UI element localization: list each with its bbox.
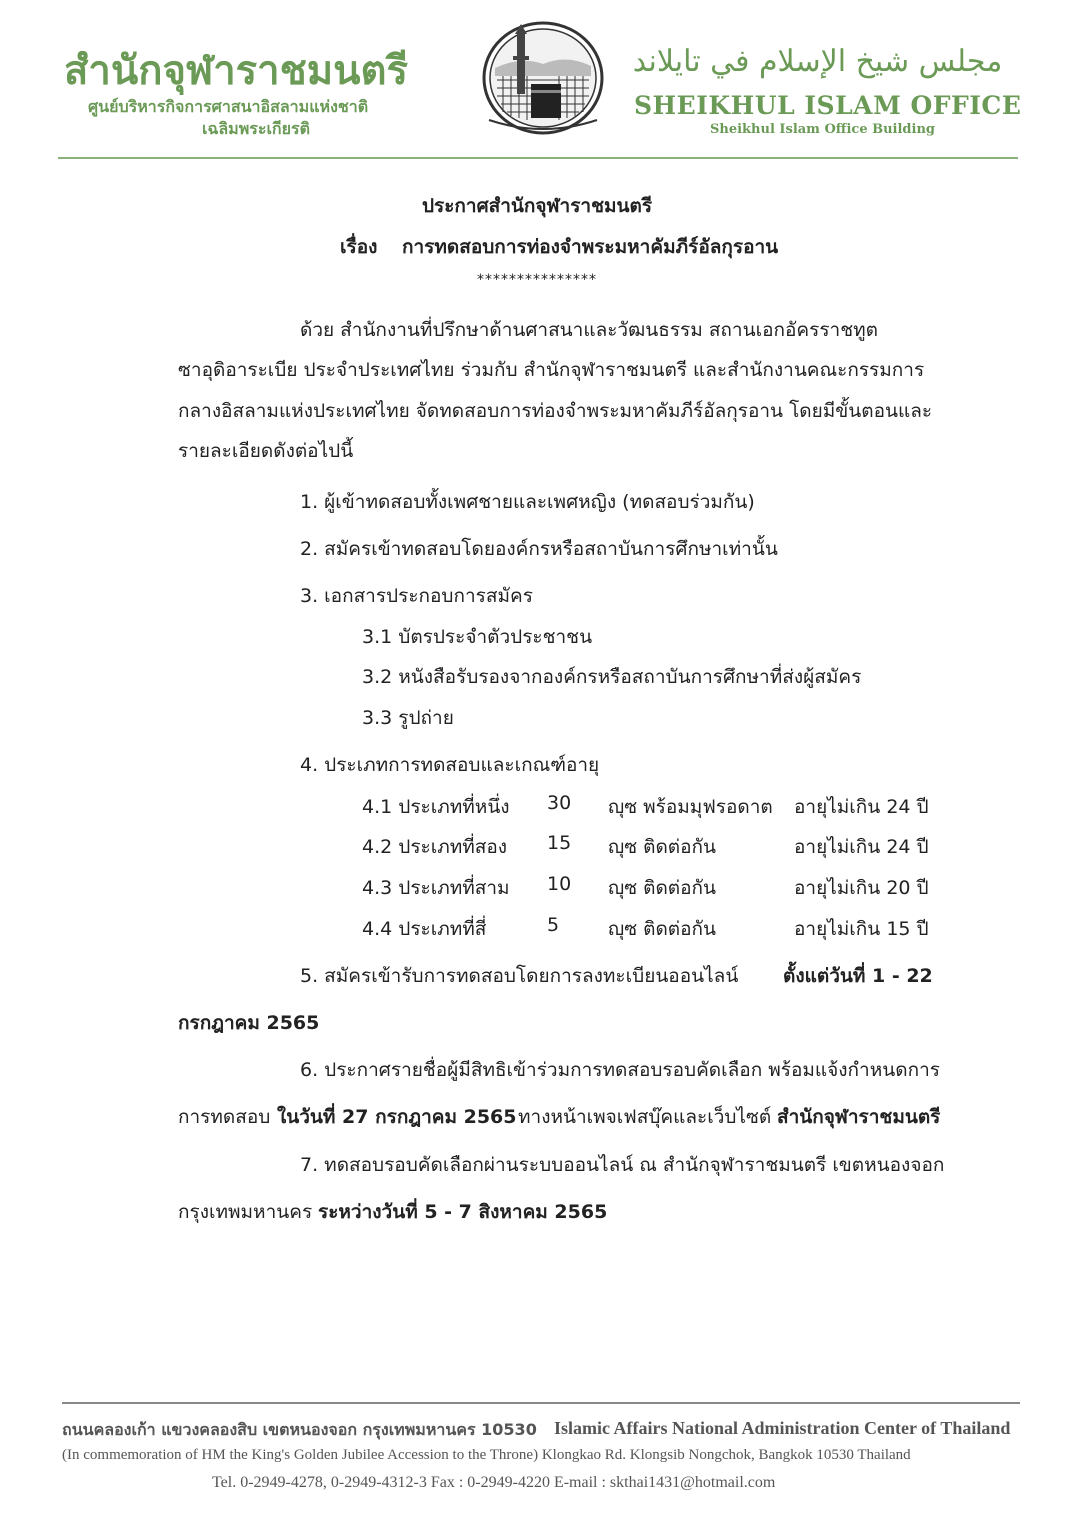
subject-label: เรื่อง: [340, 236, 378, 258]
subject-text: การทดสอบการท่องจำพระมหาคัมภีร์อัลกุรอาน: [402, 236, 779, 258]
footer-divider: [62, 1402, 1020, 1404]
category-age: อายุไม่เกิน 24 ปี: [794, 836, 929, 858]
category-age: อายุไม่เกิน 20 ปี: [794, 877, 929, 899]
category-description: ญุซ พร้อมมุฟรอดาต: [608, 796, 773, 818]
item-3: 3. เอกสารประกอบการสมัคร: [300, 585, 533, 607]
thai-subtitle-line1: ศูนย์บริหารกิจการศาสนาอิสลามแห่งชาติ: [88, 97, 369, 116]
header-divider: [58, 157, 1018, 159]
item-3-2: 3.2 หนังสือรับรองจากองค์กรหรือสถาบันการศึกษาที่ส่งผู้สมัคร: [362, 666, 862, 688]
category-juz: 5: [547, 914, 560, 936]
item-5-date-end: กรกฎาคม 2565: [178, 1012, 320, 1034]
english-organization-name: SHEIKHUL ISLAM OFFICE: [634, 91, 1022, 120]
thai-subtitle-line2: เฉลิมพระเกียรติ: [202, 119, 310, 138]
category-number: 4.4 ประเภทที่สี่: [362, 918, 487, 940]
arabic-organization-name: مجلس شيخ الإسلام في تايلاند: [632, 44, 1003, 79]
intro-line-2: ซาอุดิอาระเบีย ประจำประเทศไทย ร่วมกับ สำนักจุฬาราชมนตรี และสำนักงานคณะกรรมการ: [178, 359, 925, 381]
item-5-text: 5. สมัครเข้ารับการทดสอบโดยการลงทะเบียนออนไลน์: [300, 965, 739, 987]
intro-line-4: รายละเอียดดังต่อไปนี้: [178, 440, 354, 462]
category-number: 4.3 ประเภทที่สาม: [362, 877, 510, 899]
item-7-date: ระหว่างวันที่ 5 - 7 สิงหาคม 2565: [318, 1201, 608, 1223]
title-separator-stars: ***************: [477, 272, 597, 288]
category-age: อายุไม่เกิน 24 ปี: [794, 796, 929, 818]
footer-contact-info: Tel. 0-2949-4278, 0-2949-4312-3 Fax : 0-2949-4220 E-mail : skthai1431@hotmail.com: [212, 1474, 776, 1491]
category-description: ญุซ ติดต่อกัน: [608, 877, 717, 899]
item-6-organization: สำนักจุฬาราชมนตรี: [777, 1106, 941, 1128]
item-5-date-start: ตั้งแต่วันที่ 1 - 22: [783, 965, 933, 987]
category-juz: 15: [547, 832, 572, 854]
category-juz: 30: [547, 792, 572, 814]
category-number: 4.2 ประเภทที่สอง: [362, 836, 508, 858]
intro-line-3: กลางอิสลามแห่งประเทศไทย จัดทดสอบการท่องจำพระมหาคัมภีร์อัลกุรอาน โดยมีขั้นตอนและ: [178, 400, 933, 422]
category-number: 4.1 ประเภทที่หนึ่ง: [362, 796, 510, 818]
announcement-heading: ประกาศสำนักจุฬาราชมนตรี: [421, 195, 653, 217]
category-description: ญุซ ติดต่อกัน: [608, 836, 717, 858]
intro-line-1: ด้วย สำนักงานที่ปรึกษาด้านศาสนาและวัฒนธรรม สถานเอกอัครราชทูต: [300, 319, 878, 341]
item-3-1: 3.1 บัตรประจำตัวประชาชน: [362, 626, 593, 648]
category-description: ญุซ ติดต่อกัน: [608, 918, 717, 940]
item-6-line-1: 6. ประกาศรายชื่อผู้มีสิทธิเข้าร่วมการทดสอบรอบคัดเลือก พร้อมแจ้งกำหนดการ: [300, 1059, 940, 1081]
item-6-date: ในวันที่ 27 กรกฎาคม 2565: [277, 1106, 517, 1128]
item-2: 2. สมัครเข้าทดสอบโดยองค์กรหรือสถาบันการศึกษาเท่านั้น: [300, 538, 778, 560]
category-juz: 10: [547, 873, 572, 895]
english-building-name: Sheikhul Islam Office Building: [710, 122, 935, 137]
item-6-label: การทดสอบ: [178, 1106, 271, 1128]
item-6-channel: ทางหน้าเพจเฟสบุ๊คและเว็บไซต์: [518, 1106, 772, 1128]
item-3-3: 3.3 รูปถ่าย: [362, 707, 454, 729]
item-4: 4. ประเภทการทดสอบและเกณฑ์อายุ: [300, 754, 600, 776]
category-age: อายุไม่เกิน 15 ปี: [794, 918, 929, 940]
thai-organization-name: สำนักจุฬาราชมนตรี: [64, 48, 408, 94]
item-7-line-1: 7. ทดสอบรอบคัดเลือกผ่านระบบออนไลน์ ณ สำนักจุฬาราชมนตรี เขตหนองจอก: [300, 1154, 945, 1176]
footer-thai-address: ถนนคลองเก้า แขวงคลองสิบ เขตหนองจอก กรุงเทพมหานคร 10530: [62, 1420, 537, 1439]
item-7-location: กรุงเทพมหานคร: [178, 1201, 313, 1223]
footer-commemoration-address: (In commemoration of HM the King's Golden Jubilee Accession to the Throne) Klongkao Rd. Klongsib Nongchok, Bangkok 10530 Thailand: [62, 1447, 911, 1463]
office-emblem-logo: [481, 20, 605, 136]
item-1: 1. ผู้เข้าทดสอบทั้งเพศชายและเพศหญิง (ทดสอบร่วมกัน): [300, 491, 755, 513]
footer-english-center-name: Islamic Affairs National Administration Center of Thailand: [554, 1418, 1011, 1438]
